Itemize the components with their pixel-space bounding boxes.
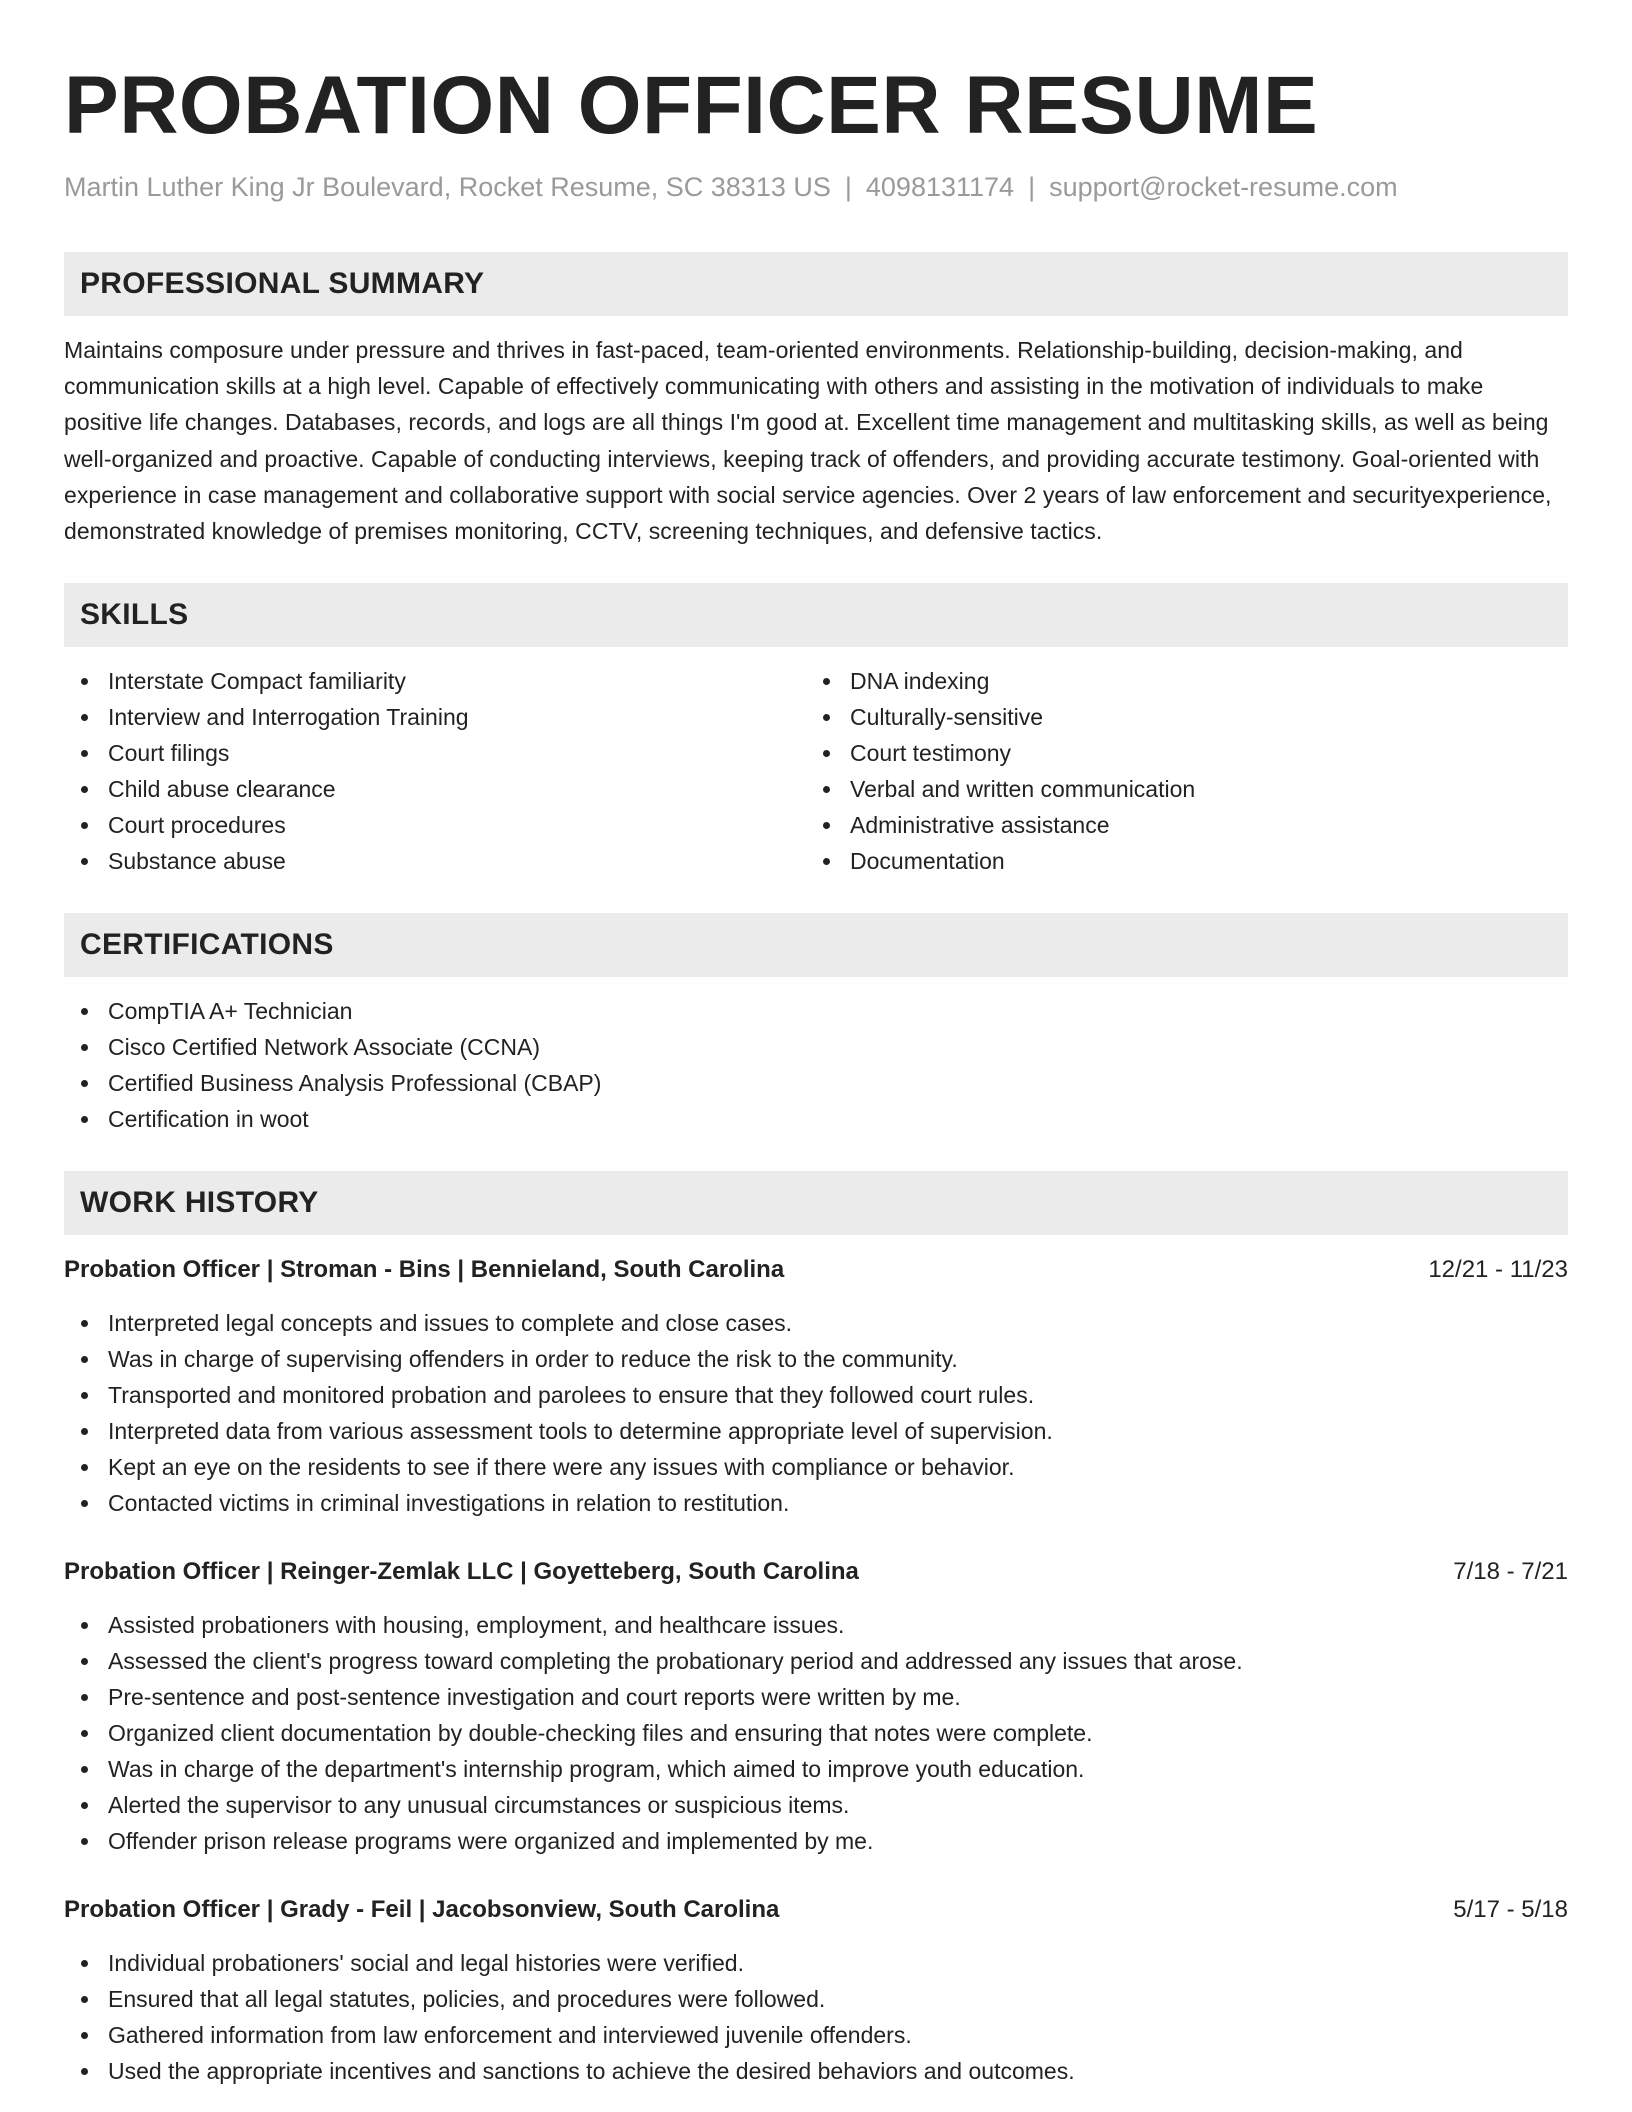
skill-item: Court procedures [64, 807, 806, 843]
skill-item: Interstate Compact familiarity [64, 663, 806, 699]
job-duty: Ensured that all legal statutes, policies, and procedures were followed. [64, 1981, 1568, 2017]
job-duty: Transported and monitored probation and parolees to ensure that they followed court rules. [64, 1377, 1568, 1413]
job-dates: 5/17 - 5/18 [1453, 1896, 1568, 1924]
certification-item: Certified Business Analysis Professional (CBAP) [64, 1065, 1568, 1101]
job-entry [64, 1555, 1568, 1859]
job-duty: Contacted victims in criminal investigations in relation to restitution. [64, 1485, 1568, 1521]
job-duty: Assisted probationers with housing, employment, and healthcare issues. [64, 1607, 1568, 1643]
resume-page [64, 58, 1568, 2089]
contact-separator: | [844, 172, 852, 202]
job-title: Probation Officer | Stroman - Bins | Bennieland, South Carolina [64, 1256, 785, 1284]
skills-column-right [806, 663, 1548, 879]
job-title: Probation Officer | Grady - Feil | Jacobsonview, South Carolina [64, 1896, 780, 1924]
job-duties-list [64, 1945, 1568, 2089]
skill-item: Court testimony [806, 735, 1548, 771]
section-heading-work-history: WORK HISTORY [64, 1171, 1568, 1235]
contact-line [64, 170, 1568, 204]
section-heading-summary: PROFESSIONAL SUMMARY [64, 252, 1568, 316]
job-duties-list [64, 1305, 1568, 1521]
job-duty: Offender prison release programs were organized and implemented by me. [64, 1823, 1568, 1859]
job-duty: Pre-sentence and post-sentence investigation and court reports were written by me. [64, 1679, 1568, 1715]
job-entry [64, 1893, 1568, 2089]
contact-phone: 4098131174 [865, 172, 1015, 202]
skill-item: Culturally-sensitive [806, 699, 1548, 735]
skill-item: Substance abuse [64, 843, 806, 879]
job-duty: Interpreted data from various assessment tools to determine appropriate level of supervision. [64, 1413, 1568, 1449]
job-duty: Assessed the client's progress toward completing the probationary period and addressed any issues that arose. [64, 1643, 1568, 1679]
job-entry [64, 1253, 1568, 1521]
skill-item: DNA indexing [806, 663, 1548, 699]
job-dates: 12/21 - 11/23 [1428, 1256, 1568, 1284]
job-header [64, 1555, 1568, 1589]
job-header [64, 1253, 1568, 1287]
job-duty: Gathered information from law enforcement and interviewed juvenile offenders. [64, 2017, 1568, 2053]
job-header [64, 1893, 1568, 1927]
skill-item: Administrative assistance [806, 807, 1548, 843]
skill-item: Verbal and written communication [806, 771, 1548, 807]
contact-separator: | [1028, 172, 1036, 202]
skill-item: Interview and Interrogation Training [64, 699, 806, 735]
skills-column-left [64, 663, 806, 879]
certification-item: CompTIA A+ Technician [64, 993, 1568, 1029]
certification-item: Certification in woot [64, 1101, 1568, 1137]
section-heading-certifications: CERTIFICATIONS [64, 913, 1568, 977]
job-duty: Interpreted legal concepts and issues to complete and close cases. [64, 1305, 1568, 1341]
job-duties-list [64, 1607, 1568, 1859]
job-duty: Was in charge of the department's internship program, which aimed to improve youth education. [64, 1751, 1568, 1787]
skill-item: Child abuse clearance [64, 771, 806, 807]
section-heading-skills: SKILLS [64, 583, 1568, 647]
job-dates: 7/18 - 7/21 [1453, 1558, 1568, 1586]
job-duty: Alerted the supervisor to any unusual circumstances or suspicious items. [64, 1787, 1568, 1823]
job-duty: Used the appropriate incentives and sanctions to achieve the desired behaviors and outcomes. [64, 2053, 1568, 2089]
summary-paragraph: Maintains composure under pressure and thrives in fast-paced, team-oriented environments. Relationship-building, decision-making, and communication skills at a high level. Capable of effectively communicating with others and assisting in the motivation of individuals to make positive life changes. Databases, records, and logs are all things I'm good at. Excellent time management and multitasking skills, as well as being well-organized and proactive. Capable of conducting interviews, keeping track of offenders, and providing accurate testimony. Goal-oriented with experience in case management and collaborative support with social service agencies. Over 2 years of law enforcement and securityexperience, demonstrated knowledge of premises monitoring, CCTV, screening techniques, and defensive tactics. [64, 337, 1552, 545]
contact-address: Martin Luther King Jr Boulevard, Rocket Resume, SC 38313 US [64, 172, 831, 202]
skills-grid [64, 663, 1568, 879]
certifications-list [64, 993, 1568, 1137]
job-duty: Kept an eye on the residents to see if there were any issues with compliance or behavior. [64, 1449, 1568, 1485]
job-duty: Organized client documentation by double-checking files and ensuring that notes were complete. [64, 1715, 1568, 1751]
job-duty: Was in charge of supervising offenders in order to reduce the risk to the community. [64, 1341, 1568, 1377]
resume-title: PROBATION OFFICER RESUME [64, 60, 1319, 151]
job-title: Probation Officer | Reinger-Zemlak LLC | Goyetteberg, South Carolina [64, 1558, 859, 1586]
job-duty: Individual probationers' social and legal histories were verified. [64, 1945, 1568, 1981]
contact-email: support@rocket-resume.com [1049, 172, 1398, 202]
skill-item: Court filings [64, 735, 806, 771]
skill-item: Documentation [806, 843, 1548, 879]
certification-item: Cisco Certified Network Associate (CCNA) [64, 1029, 1568, 1065]
